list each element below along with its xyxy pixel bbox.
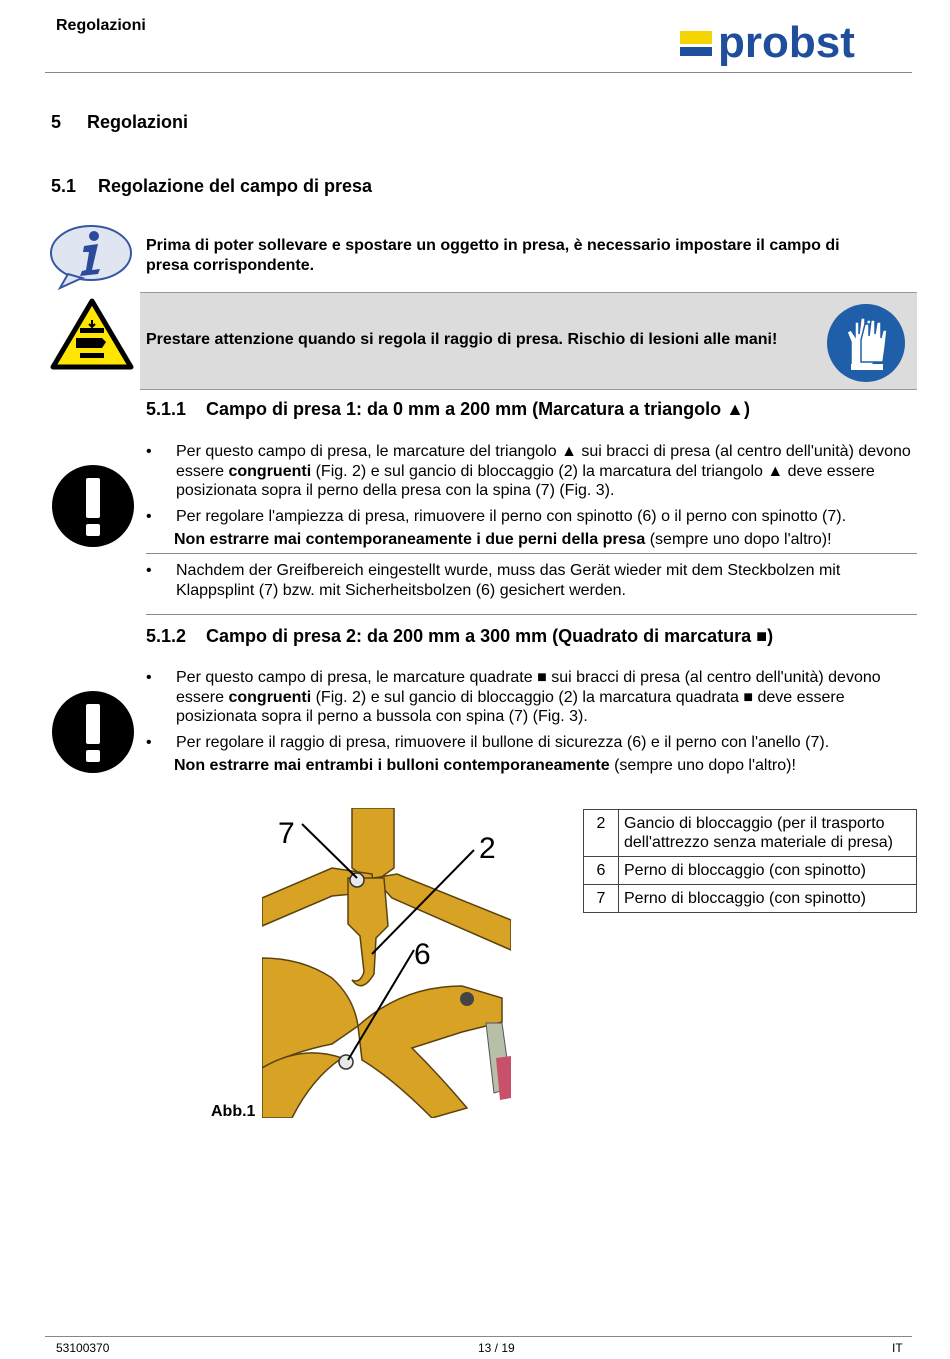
- exclamation-icon: [51, 464, 135, 548]
- list-item: • Per regolare l'ampiezza di presa, rimuovere il perno con spinotto (6) o il perno con spinotto (7).: [146, 507, 916, 527]
- section-heading: [51, 112, 188, 133]
- crush-hazard-icon: [50, 298, 134, 370]
- divider: [146, 553, 917, 554]
- warning-text: Prestare attenzione quando si regola il raggio di presa. Rischio di lesioni alle mani!: [146, 331, 778, 348]
- header-divider: [45, 72, 912, 73]
- table-row: [584, 810, 917, 857]
- subsection-number: 5.1: [51, 176, 77, 196]
- figure-label-7: 7: [278, 817, 295, 850]
- footer-divider: [45, 1336, 912, 1337]
- figure-label-2: 2: [479, 832, 496, 865]
- legend-table: [583, 809, 917, 913]
- info-icon: [48, 222, 134, 290]
- table-row: [584, 885, 917, 913]
- list-item: • Per regolare il raggio di presa, rimuovere il bullone di sicurezza (6) e il perno con l'anello (7).: [146, 733, 916, 753]
- legend-text: Perno di bloccaggio (con spinotto): [619, 885, 917, 913]
- figure-label-6: 6: [414, 938, 431, 971]
- gloves-icon: [825, 302, 907, 384]
- figure-caption: Abb.1: [211, 1103, 256, 1120]
- language-code: IT: [892, 1341, 903, 1355]
- legend-number: 7: [584, 885, 619, 913]
- caution-note: Non estrarre mai contemporaneamente i due perni della presa (sempre uno dopo l'altro)!: [174, 531, 832, 548]
- legend-text: Perno di bloccaggio (con spinotto): [619, 857, 917, 885]
- subsubsection-heading-511: [146, 399, 750, 420]
- heading-title: Campo di presa 2: da 200 mm a 300 mm (Quadrato di marcatura ■): [206, 626, 774, 646]
- heading-number: 5.1.2: [146, 626, 187, 646]
- table-row: [584, 857, 917, 885]
- divider: [146, 614, 917, 615]
- caution-note: Non estrarre mai entrambi i bulloni contemporaneamente (sempre uno dopo l'altro)!: [174, 757, 796, 774]
- legend-number: 6: [584, 857, 619, 885]
- exclamation-icon: [51, 690, 135, 774]
- header-title: Regolazioni: [56, 17, 146, 34]
- doc-number: 53100370: [56, 1341, 110, 1355]
- heading-title: Campo di presa 1: da 0 mm a 200 mm (Marcatura a triangolo ▲): [206, 399, 750, 419]
- legend-number: 2: [584, 810, 619, 857]
- gripper-figure: [262, 808, 511, 1118]
- logo-text: probst: [718, 22, 855, 67]
- info-note: Prima di poter sollevare e spostare un oggetto in presa, è necessario impostare il campo di presa corrispondente.: [146, 237, 840, 274]
- heading-number: 5.1.1: [146, 399, 187, 419]
- section-title: Regolazioni: [87, 112, 189, 132]
- subsubsection-heading-512: [146, 626, 773, 647]
- subsection-heading: [51, 176, 372, 197]
- list-item: • Nachdem der Greifbereich eingestellt wurde, muss das Gerät wieder mit dem Steckbolzen mit Klappsplint (7) bzw. mit Sicherheitsbolzen (6) gesichert werden.: [146, 561, 916, 600]
- bullet-list-511b: [146, 561, 916, 606]
- list-item: • Per questo campo di presa, le marcature del triangolo ▲ sui bracci di presa (al centro dell'unità) devono essere congruenti (Fig. 2) e sul gancio di bloccaggio (2) la marcatura del triangolo ▲ deve essere posizionata sopra il perno della presa con la spina (7) (Fig. 3).: [146, 442, 916, 501]
- section-number: 5: [51, 112, 62, 132]
- list-item: • Per questo campo di presa, le marcature quadrate ■ sui bracci di presa (al centro dell'unità) devono essere congruenti (Fig. 2) e sul gancio di bloccaggio (2) la marcatura quadrata ■ deve essere posizionata sopra il perno a bussola con spina (7) (Fig. 3).: [146, 668, 916, 727]
- probst-logo: [680, 22, 906, 70]
- bullet-list-512: [146, 668, 916, 776]
- legend-text: Gancio di bloccaggio (per il trasporto dell'attrezzo senza materiale di presa): [619, 810, 917, 857]
- page-number: 13 / 19: [478, 1341, 515, 1355]
- bullet-list-511: [146, 442, 916, 550]
- subsection-title: Regolazione del campo di presa: [98, 176, 373, 196]
